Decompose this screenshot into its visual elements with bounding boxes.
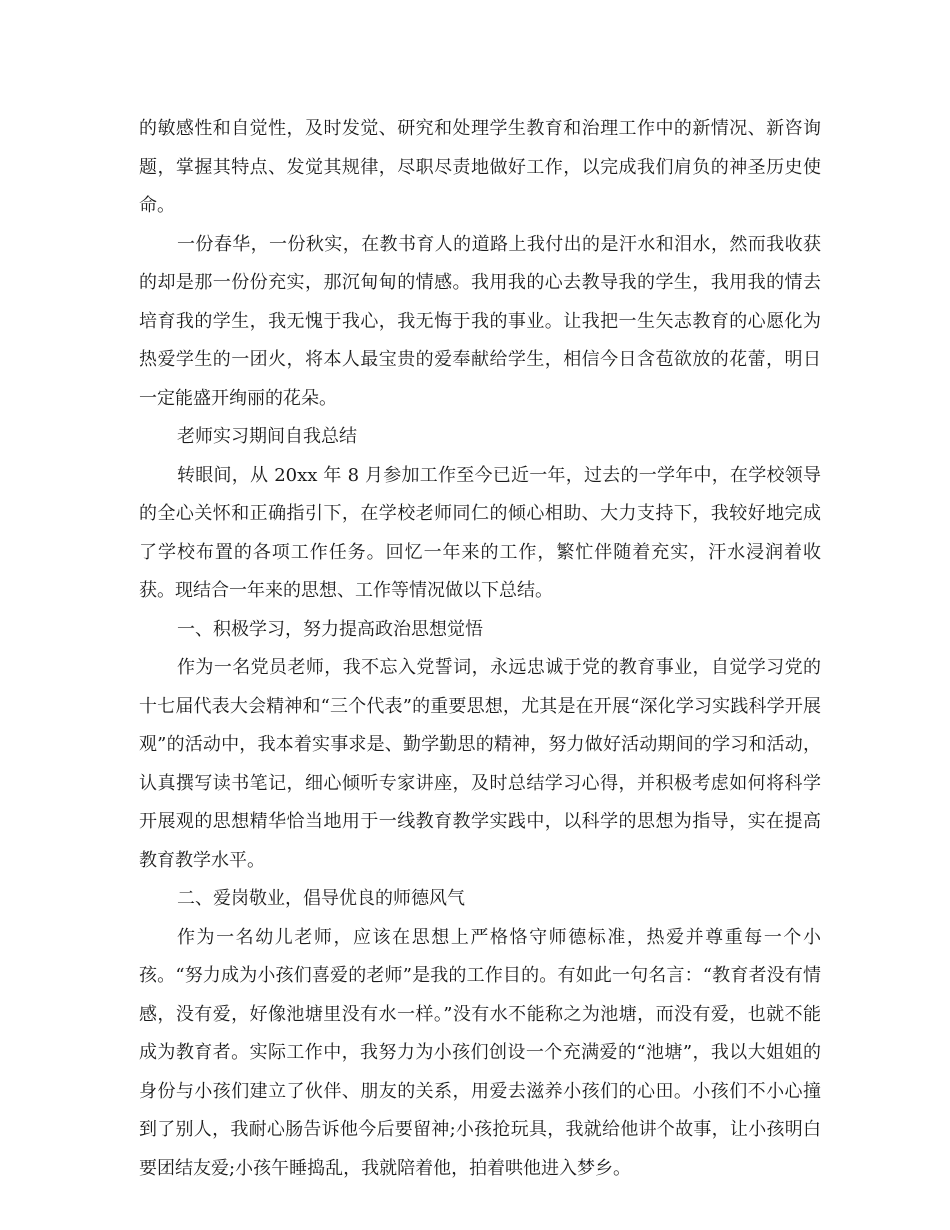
paragraph-section-1: 作为一名党员老师，我不忘入党誓词，永远忠诚于党的教育事业，自觉学习党的十七届代表大会精神和“三个代表”的重要思想，尤其是在开展“深化学习实践科学开展观”的活动中，我本着实事求是、勤学勤思的精神，努力做好活动期间的学习和活动，认真撰写读书笔记，细心倾听专家讲座，及时总结学习心得，并积极考虑如何将科学开展观的思想精华恰当地用于一线教育教学实践中，以科学的思想为指导，实在提高教育教学水平。 (139, 657, 821, 871)
paragraph-spring-autumn: 一份春华，一份秋实，在教书育人的道路上我付出的是汗水和泪水，然而我收获的却是那一份份充实，那沉甸甸的情感。我用我的心去教导我的学生，我用我的情去培育我的学生，我无愧于我心，我无悔于我的事业。让我把一生矢志教育的心愿化为热爱学生的一团火，将本人最宝贵的爱奉献给学生，相信今日含苞欲放的花蕾，明日一定能盛开绚丽的花朵。 (139, 233, 821, 409)
paragraph-intro: 转眼间，从 20xx 年 8 月参加工作至今已近一年，过去的一学年中，在学校领导的全心关怀和正确指引下，在学校老师同仁的倾心相助、大力支持下，我较好地完成了学校布置的各项工作任务。回忆一年来的工作，繁忙伴随着充实，汗水浸润着收获。现结合一年来的思想、工作等情况做以下总结。 (139, 464, 821, 601)
paragraph-section-2: 作为一名幼儿老师，应该在思想上严格恪守师德标准，热爱并尊重每一个小孩。“努力成为小孩们喜爱的老师”是我的工作目的。有如此一句名言：“教育者没有情感，没有爱，好像池塘里没有水一样。”没有水不能称之为池塘，而没有爱，也就不能成为教育者。实际工作中，我努力为小孩们创设一个充满爱的“池塘”，我以大姐姐的身份与小孩们建立了伙伴、朋友的关系，用爱去滋养小孩们的心田。小孩们不小心撞到了别人，我耐心肠告诉他今后要留神;小孩抢玩具，我就给他讲个故事，让小孩明白要团结友爱;小孩午睡捣乱，我就陪着他，拍着哄他进入梦乡。 (139, 926, 821, 1179)
section-title: 老师实习期间自我总结 (177, 426, 357, 447)
paragraph-continuation: 的敏感性和自觉性，及时发觉、研究和处理学生教育和治理工作中的新情况、新咨询题，掌握其特点、发觉其规律，尽职尽责地做好工作，以完成我们肩负的神圣历史使命。 (139, 118, 821, 216)
heading-section-2: 二、爱岗敬业，倡导优良的师德风气 (177, 888, 465, 909)
heading-section-1: 一、积极学习，努力提高政治思想觉悟 (177, 618, 483, 640)
document-body (139, 110, 821, 1188)
